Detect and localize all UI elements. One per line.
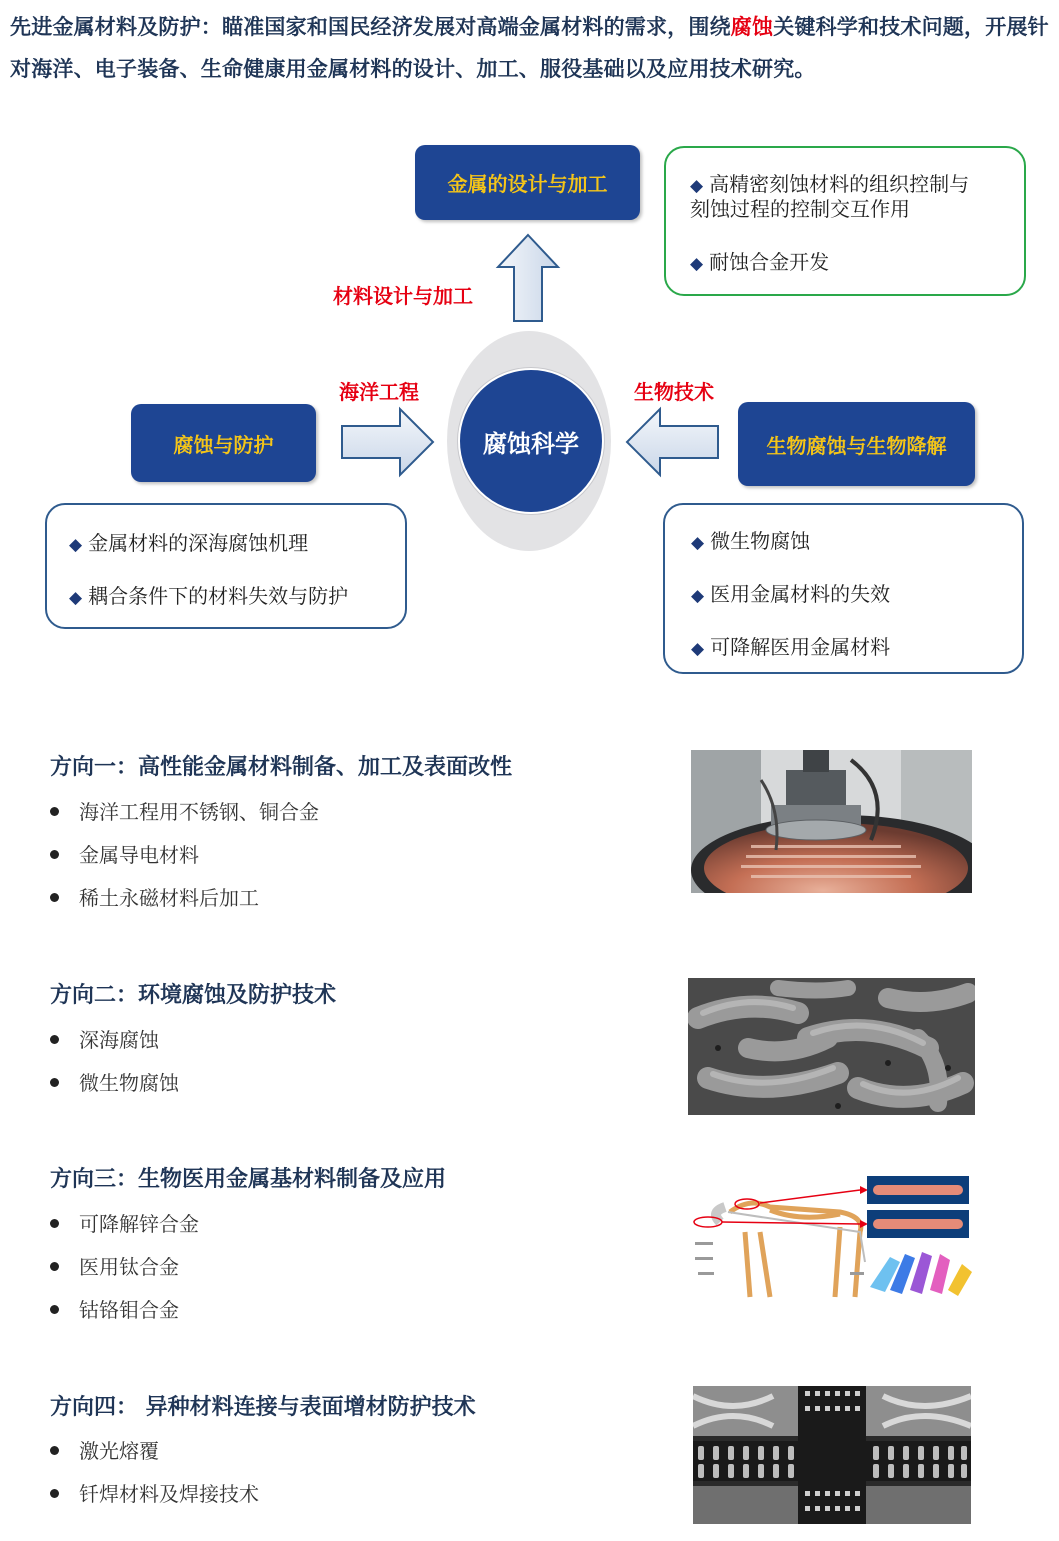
diamond-bullet-icon: ◆ (690, 176, 704, 196)
diamond-bullet-icon: ◆ (69, 535, 83, 555)
right-box: 生物腐蚀与生物降解 (738, 402, 975, 486)
list-item: ◆ 可降解医用金属材料 (691, 635, 891, 659)
direction-1-item: 海洋工程用不锈钢、铜合金 (50, 796, 319, 825)
diamond-bullet-icon: ◆ (691, 533, 705, 553)
direction-3-item: 医用钛合金 (50, 1251, 179, 1280)
diamond-bullet-icon: ◆ (69, 588, 83, 608)
up-arrow-icon (495, 233, 561, 325)
direction-1-item: 金属导电材料 (50, 839, 199, 868)
intro-text-part1: 先进金属材料及防护：瞄准国家和国民经济发展对高端金属材料的需求，围绕 (10, 15, 731, 39)
lattice-micrograph-photo (693, 1386, 971, 1524)
list-item: ◆ 医用金属材料的失效 (691, 582, 891, 606)
diamond-bullet-icon: ◆ (690, 254, 704, 274)
intro-text-part2: 关键科学和技术问题，开展针对海洋、电子装备、生命健康用金属材料的设计、加工、服役基础以及应用技术研究。 (10, 15, 1049, 81)
intro-paragraph (10, 6, 1055, 90)
dot-bullet-icon (50, 1489, 59, 1498)
center-circle: 腐蚀科学 (458, 368, 604, 514)
dot-bullet-icon (50, 1035, 59, 1044)
list-item: 刻蚀过程的控制交互作用 (690, 197, 910, 221)
right-arrow-icon (340, 406, 436, 478)
list-item: ◆ 高精密刻蚀材料的组织控制与 (690, 172, 970, 196)
left-arrow-icon (624, 406, 720, 478)
direction-2-title: 方向二：环境腐蚀及防护技术 (50, 983, 337, 1008)
list-item: ◆ 金属材料的深海腐蚀机理 (69, 531, 309, 555)
label-biotechnology: 生物技术 (634, 380, 714, 404)
dot-bullet-icon (50, 1305, 59, 1314)
dot-bullet-icon (50, 1262, 59, 1271)
top-list-box (664, 146, 1026, 296)
list-item: ◆ 微生物腐蚀 (691, 529, 811, 553)
dot-bullet-icon (50, 807, 59, 816)
dot-bullet-icon (50, 850, 59, 859)
dot-bullet-icon (50, 1219, 59, 1228)
list-item: ◆ 耐蚀合金开发 (690, 250, 830, 274)
direction-4-title: 方向四： 异种材料连接与表面增材防护技术 (50, 1395, 476, 1420)
intro-highlight: 腐蚀 (730, 15, 774, 39)
direction-3-item: 钴铬钼合金 (50, 1294, 179, 1323)
left-box: 腐蚀与防护 (131, 404, 316, 482)
left-list-box (45, 503, 407, 629)
direction-2-item: 深海腐蚀 (50, 1024, 159, 1053)
dot-bullet-icon (50, 1446, 59, 1455)
top-box: 金属的设计与加工 (415, 145, 640, 220)
diamond-bullet-icon: ◆ (691, 639, 705, 659)
wafer-machine-photo (691, 750, 972, 893)
direction-1-item: 稀土永磁材料后加工 (50, 882, 259, 911)
dot-bullet-icon (50, 1078, 59, 1087)
dot-bullet-icon (50, 893, 59, 902)
direction-3-title: 方向三：生物医用金属基材料制备及应用 (50, 1167, 447, 1192)
label-material-design: 材料设计与加工 (333, 284, 473, 308)
microbe-sem-photo (688, 978, 975, 1115)
direction-3-item: 可降解锌合金 (50, 1208, 199, 1237)
direction-4-item: 激光熔覆 (50, 1435, 159, 1464)
direction-2-item: 微生物腐蚀 (50, 1067, 179, 1096)
diamond-bullet-icon: ◆ (691, 586, 705, 606)
right-list-box (663, 503, 1024, 674)
list-item: ◆ 耦合条件下的材料失效与防护 (69, 584, 349, 608)
direction-4-item: 钎焊材料及焊接技术 (50, 1478, 259, 1507)
implant-skeleton-photo (690, 1172, 980, 1304)
direction-1-title: 方向一：高性能金属材料制备、加工及表面改性 (50, 755, 513, 780)
label-ocean-engineering: 海洋工程 (339, 380, 419, 404)
